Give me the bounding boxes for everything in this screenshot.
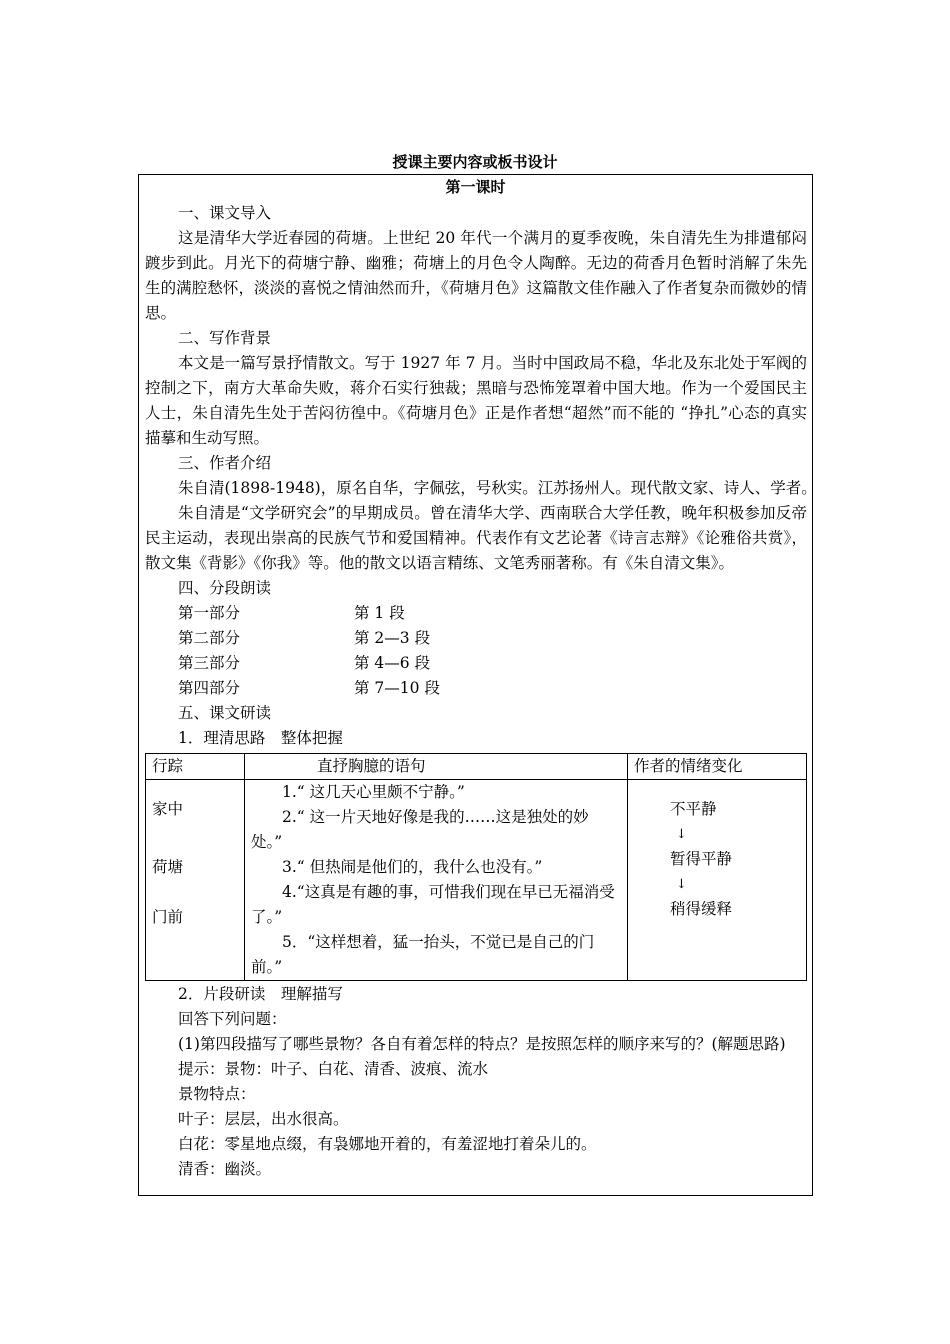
segment-part: 第四部分 xyxy=(178,679,241,697)
place-item: 荷塘 xyxy=(152,858,184,876)
segment-range: 第 4—6 段 xyxy=(354,654,431,672)
segment-row xyxy=(145,651,807,676)
lesson-content xyxy=(145,201,817,1182)
study-sub-1: 1．理清思路 整体把握 xyxy=(178,729,343,747)
segment-range: 第 7—10 段 xyxy=(354,679,440,697)
study-sub-2: 2．片段研读 理解描写 xyxy=(178,985,343,1003)
place-item: 门前 xyxy=(152,908,184,926)
hint-text: 提示：景物：叶子、白花、清香、波痕、流水 xyxy=(178,1060,489,1078)
author-line-1: 朱自清(1898-1948)，原名自华，字佩弦，号秋实。江苏扬州人。现代散文家、诗人、学者。 xyxy=(178,479,817,497)
feature-item: 清香：幽淡。 xyxy=(178,1160,272,1178)
section-author-heading: 三、作者介绍 xyxy=(178,454,272,472)
page-title: 授课主要内容或板书设计 xyxy=(392,153,558,171)
down-arrow-icon: ↓ xyxy=(676,827,687,842)
section-study-heading: 五、课文研读 xyxy=(178,704,272,722)
quote-item: 5．“这样想着，猛一抬头，不觉已是自己的门前。” xyxy=(251,933,595,976)
section-background-text: 本文是一篇写景抒情散文。写于 1927 年 7 月。当时中国政局不稳，华北及东北处于军阀的控制之下，南方大革命失败，蒋介石实行独裁；黑暗与恐怖笼罩着中国大地。作为一个爱国民主人士，朱自清先生处于苦闷彷徨中。《荷塘月色》正是作者想“超然”而不能的 “挣扎”心态的真实描摹和生动写照。 xyxy=(145,354,807,447)
segment-part: 第一部分 xyxy=(178,604,241,622)
quote-item: 3.“ 但热闹是他们的，我什么也没有。” xyxy=(282,858,543,876)
feature-item: 白花：零星地点缀，有袅娜地开着的，有羞涩地打着朵儿的。 xyxy=(178,1135,597,1153)
quote-item: 2.“ 这一片天地好像是我的……这是独处的妙处。” xyxy=(251,808,589,851)
segment-row xyxy=(145,626,807,651)
emotion-item: 暂得平静 xyxy=(670,850,733,868)
table-row xyxy=(146,780,807,981)
section-background-heading: 二、写作背景 xyxy=(178,329,272,347)
table-header-cell: 直抒胸臆的语句 xyxy=(245,754,628,780)
section-reading-heading: 四、分段朗读 xyxy=(178,579,272,597)
emotion-table xyxy=(145,753,807,981)
feature-item: 叶子：层层，出水很高。 xyxy=(178,1110,349,1128)
author-line-2: 朱自清是“文学研究会”的早期成员。曾在清华大学、西南联合大学任教，晚年积极参加反帝民主运动，表现出崇高的民族气节和爱国精神。代表作有文艺论著《诗言志辩》《论雅俗共赏》，散文集《背影》《你我》等。他的散文以语言精练、文笔秀丽著称。有《朱自清文集》。 xyxy=(145,504,807,572)
emotions-cell xyxy=(628,780,807,981)
features-label: 景物特点： xyxy=(178,1085,256,1103)
table-header-cell: 行踪 xyxy=(146,754,245,780)
segment-row xyxy=(145,676,807,701)
question-prompt: 回答下列问题： xyxy=(178,1010,287,1028)
places-cell xyxy=(146,780,245,981)
emotion-item: 稍得缓释 xyxy=(670,900,733,918)
down-arrow-icon: ↓ xyxy=(676,877,687,892)
segment-range: 第 2—3 段 xyxy=(354,629,431,647)
question-text: (1)第四段描写了哪些景物？各自有着怎样的特点？是按照怎样的顺序来写的？(解题思路) xyxy=(178,1035,786,1053)
quote-item: 1.“ 这几天心里颇不宁静。” xyxy=(282,783,465,801)
segment-part: 第二部分 xyxy=(178,629,241,647)
emotion-flow xyxy=(634,780,800,922)
lesson-title: 第一课时 xyxy=(445,178,506,196)
quote-item: 4.“这真是有趣的事，可惜我们现在早已无福消受了。” xyxy=(251,883,615,926)
section-intro-heading: 一、课文导入 xyxy=(178,204,272,222)
table-header-row xyxy=(146,754,807,780)
segment-part: 第三部分 xyxy=(178,654,241,672)
segment-range: 第 1 段 xyxy=(354,604,405,622)
section-intro-text: 这是清华大学近春园的荷塘。上世纪 20 年代一个满月的夏季夜晚，朱自清先生为排遣郁闷踱步到此。月光下的荷塘宁静、幽雅；荷塘上的月色令人陶醉。无边的荷香月色暂时消解了朱先生的满腔愁怀，淡淡的喜悦之情油然而升，《荷塘月色》这篇散文佳作融入了作者复杂而微妙的情思。 xyxy=(145,229,807,322)
table-header-cell: 作者的情绪变化 xyxy=(628,754,807,780)
segment-row xyxy=(145,601,807,626)
emotion-item: 不平静 xyxy=(670,800,717,818)
place-item: 家中 xyxy=(152,800,184,818)
quotes-cell xyxy=(245,780,628,981)
